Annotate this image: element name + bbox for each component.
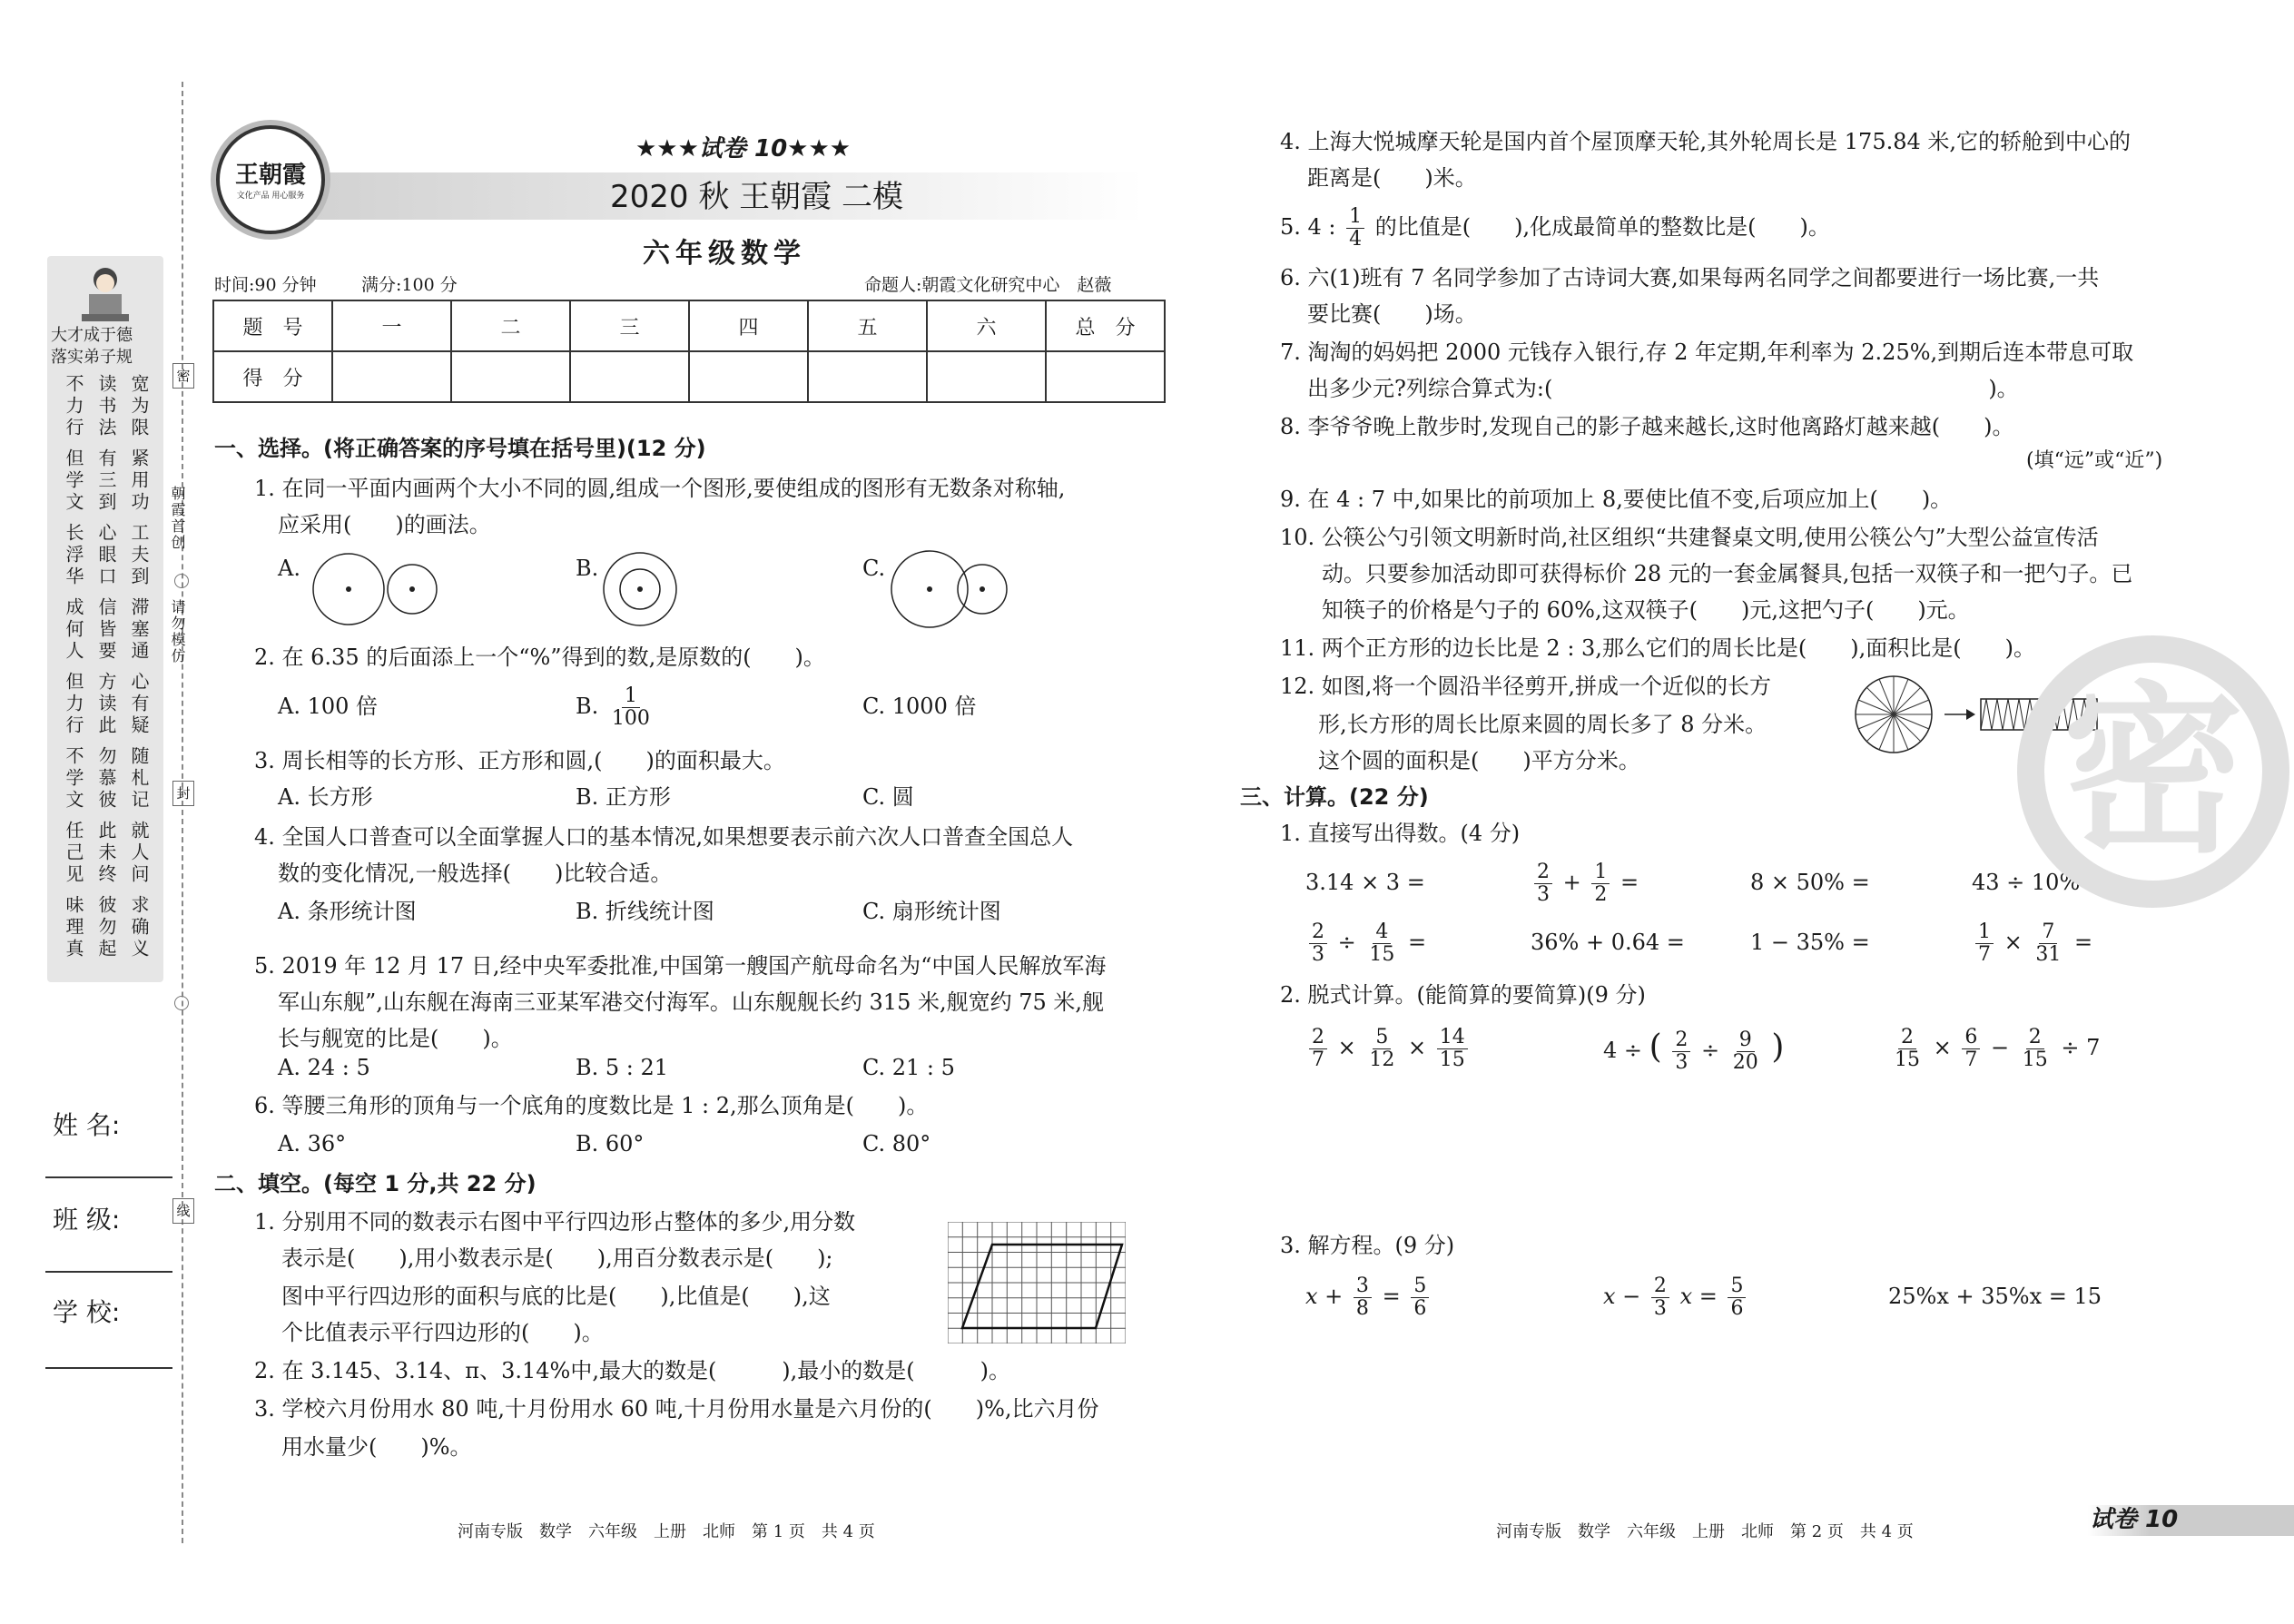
fraction [1437, 1027, 1468, 1071]
s2-q3a: 3. 学校六月份用水 80 吨,十月份用水 60 吨,十月份用水量是六月份的( )%,比六月份 [254, 1396, 1099, 1422]
operator: × [1933, 1035, 1952, 1060]
s1-q6: 6. 等腰三角形的顶角与一个底角的度数比是 1 : 2,那么顶角是( )。 [254, 1093, 929, 1118]
motto-col: 味理真 [63, 895, 84, 960]
seal-mark-2: 封 [172, 781, 194, 806]
s2-q7b: 出多少元?列综合算式为:( )。 [1307, 376, 2019, 401]
motto-col: 方读此 [95, 672, 117, 737]
score-cell[interactable] [570, 351, 689, 402]
numerator: 5 [1373, 1027, 1391, 1049]
motto-col: 滞塞通 [128, 597, 150, 663]
exam-title: 2020 秋 王朝霞 二模 [610, 179, 903, 215]
operator: ÷ [1337, 930, 1356, 955]
s2-q1b: 表示是( ),用小数表示是( ),用百分数表示是( ); [281, 1245, 833, 1271]
logo-subtext: 文化产品 用心服务 [236, 192, 305, 201]
s2-q1d: 个比值表示平行四边形的( )。 [281, 1320, 604, 1345]
calc-r1-c: 8 × 50% = [1750, 870, 1870, 895]
denominator: 7 [1312, 1048, 1324, 1071]
prefix: 4 ÷ [1603, 1038, 1643, 1063]
calc-e1 [1305, 1022, 1472, 1073]
s2-q3b: 用水量少( )%。 [281, 1434, 472, 1460]
motto-col: 随札记 [128, 746, 150, 812]
s2-q10c: 知筷子的价格是勺子的 60%,这双筷子( )元,这把勺子( )元。 [1322, 597, 1970, 623]
prefix: x + [1305, 1284, 1344, 1309]
s3-p1: 1. 直接写出得数。(4 分) [1280, 821, 1521, 846]
motto-col: 彼勿起 [95, 895, 117, 960]
s2-q12b: 形,长方形的周长比原来圆的周长多了 8 分米。 [1318, 712, 1767, 737]
s1-q5-opt-a[interactable]: A. 24 : 5 [278, 1055, 370, 1080]
fraction [1672, 1029, 1690, 1074]
s1-q6-opt-c[interactable]: C. 80° [862, 1131, 931, 1156]
score-header-row [213, 300, 1165, 351]
s2-q10a: 10. 公筷公勺引领文明新时尚,社区组织“共建餐桌文明,使用公筷公勺”大型公益宣传活 [1280, 525, 2099, 550]
fraction [1975, 921, 1994, 966]
calc-r2-a [1305, 917, 1426, 968]
motto-col: 读书法 [95, 374, 117, 439]
numerator: 2 [1672, 1029, 1690, 1052]
logo-text: 王朝霞 [234, 162, 306, 189]
denominator: 7 [1978, 943, 1991, 966]
s2-q12a: 12. 如图,将一个圆沿半径剪开,拼成一个近似的长方 [1280, 674, 1772, 699]
s1-q3-opt-a[interactable]: A. 长方形 [278, 784, 373, 810]
equals: = [1620, 870, 1639, 895]
solve-1 [1305, 1271, 1433, 1322]
motto-col: 此未终 [95, 821, 117, 886]
numerator: 5 [1411, 1275, 1429, 1298]
mascot-icon [78, 263, 133, 327]
motto-col: 紧用功 [128, 448, 150, 514]
motto-panel [47, 256, 163, 982]
s2-q9: 9. 在 4 : 7 中,如果比的前项加上 8,要使比值不变,后项应加上( )。 [1280, 487, 1953, 512]
fraction [1728, 1275, 1746, 1320]
fraction [609, 685, 653, 730]
seal-mark-3: 线 [172, 1198, 194, 1224]
score-header-cell: 题 号 [213, 300, 332, 351]
operator: × [2004, 930, 2023, 955]
numerator: 1 [1591, 861, 1610, 884]
numerator: 14 [1437, 1027, 1468, 1049]
fraction [1651, 1275, 1669, 1320]
denominator: 15 [1895, 1048, 1920, 1071]
denominator: 31 [2035, 943, 2062, 966]
paren: ( [1649, 1029, 1662, 1066]
calc-r2-c: 1 − 35% = [1750, 930, 1870, 955]
mid: x = [1679, 1284, 1718, 1309]
denominator: 100 [611, 707, 650, 730]
motto-line-2: 落实弟子规 [51, 348, 133, 367]
s1-q4-opt-a[interactable]: A. 条形统计图 [278, 899, 417, 924]
operator: × [1337, 1035, 1356, 1060]
s1-q2-opt-c[interactable]: C. 1000 倍 [862, 694, 977, 719]
logo [216, 125, 325, 234]
name-label: 姓 名: [53, 1110, 121, 1140]
score-row-label: 得 分 [213, 351, 332, 402]
s1-q6-opt-b[interactable]: B. 60° [576, 1131, 645, 1156]
s1-q4-opt-b[interactable]: B. 折线统计图 [576, 899, 714, 924]
s2-q6b: 要比赛( )场。 [1307, 301, 1477, 327]
motto-col: 就人问 [128, 821, 150, 886]
motto-col: 工夫到 [128, 523, 150, 588]
circles-figure-b [599, 548, 681, 630]
s1-q4b: 数的变化情况,一般选择( )比较合适。 [278, 861, 673, 886]
s1-q1b: 应采用( )的画法。 [278, 512, 491, 537]
seal-mark-1: 密 [172, 363, 194, 389]
grid-parallelogram-figure [948, 1222, 1126, 1343]
operator: × [1408, 1035, 1427, 1060]
footer-left: 河南专版 数学 六年级 上册 北师 第 1 页 共 4 页 [458, 1522, 875, 1541]
calc-r1-a: 3.14 × 3 = [1305, 870, 1425, 895]
s2-q7a: 7. 淘淘的妈妈把 2000 元钱存入银行,存 2 年定期,年利率为 2.25%,到期后连本带息可取 [1280, 340, 2134, 365]
binding-hole-2 [174, 996, 189, 1010]
fraction [2020, 1027, 2051, 1071]
s2-q1c: 图中平行四边形的面积与底的比是( ),比值是( ),这 [281, 1284, 831, 1309]
score-cell[interactable] [332, 351, 451, 402]
motto-columns [56, 374, 158, 973]
class-label: 班 级: [53, 1205, 121, 1235]
footer-tag: 试卷 10 [2090, 1506, 2179, 1533]
numerator: 9 [1737, 1029, 1755, 1052]
numerator: 4 [1373, 921, 1391, 944]
s2-q1a: 1. 分别用不同的数表示右图中平行四边形占整体的多少,用分数 [254, 1209, 856, 1235]
operator: ÷ [1700, 1038, 1720, 1063]
motto-col: 勿慕彼 [95, 746, 117, 812]
watermark-char: 密 [2062, 664, 2244, 878]
motto-col: 任己见 [63, 821, 84, 886]
numerator: 2 [2026, 1027, 2044, 1049]
numerator: 1 [622, 685, 640, 708]
s1-q3-opt-b[interactable]: B. 正方形 [576, 784, 671, 810]
fraction [1309, 921, 1327, 966]
s1-q1: 1. 在同一平面内画两个大小不同的圆,组成一个图形,要使组成的图形有无数条对称轴, [254, 476, 1066, 501]
section2-title: 二、填空。(每空 1 分,共 22 分) [214, 1171, 537, 1196]
motto-col: 长浮华 [63, 523, 84, 588]
score-cell[interactable] [689, 351, 808, 402]
equals: = [2074, 930, 2093, 955]
section1-title: 一、选择。(将正确答案的序号填在括号里)(12 分) [214, 436, 706, 461]
numerator: 2 [1309, 1027, 1327, 1049]
numerator: 6 [1962, 1027, 1980, 1049]
s1-q4a: 4. 全国人口普查可以全面掌握人口的基本情况,如果想要表示前六次人口普查全国总人 [254, 824, 1074, 850]
score-cell[interactable] [808, 351, 927, 402]
margin-label-2: 请勿模仿 [169, 599, 186, 664]
s1-q5b: 军山东舰”,山东舰在海南三亚某军港交付海军。山东舰舰长约 315 米,舰宽约 75 米,舰 [278, 989, 1105, 1015]
s1-q4-opt-c[interactable]: C. 扇形统计图 [862, 899, 1001, 924]
score-table [212, 300, 1166, 403]
s2-q8: 8. 李爷爷晚上散步时,发现自己的影子越来越长,这时他离路灯越来越( )。 [1280, 414, 2014, 439]
solve-3: 25%x + 35%x = 15 [1888, 1284, 2102, 1309]
score-row [213, 351, 1165, 402]
equals: = [1382, 1284, 1401, 1309]
motto-col: 不力行 [63, 374, 84, 439]
fraction [1411, 1275, 1429, 1320]
s2-q4a: 4. 上海大悦城摩天轮是国内首个屋顶摩天轮,其外轮周长是 175.84 米,它的轿舱到中心的 [1280, 129, 2132, 154]
calc-e3 [1888, 1022, 2100, 1073]
numerator: 1 [1346, 206, 1364, 229]
motto-col: 心眼口 [95, 523, 117, 588]
school-label: 学 校: [53, 1297, 121, 1327]
motto-col: 宽为限 [128, 374, 150, 439]
s1-q2-opt-b-label: B. [576, 694, 599, 719]
exam-full-score: 满分:100 分 [361, 275, 458, 295]
fraction [1534, 861, 1552, 906]
score-header-cell: 二 [451, 300, 570, 351]
calc-r1-d: 43 ÷ 10% = [1972, 870, 2105, 895]
fraction [1366, 1027, 1397, 1071]
score-cell[interactable] [927, 351, 1046, 402]
numerator: 3 [1354, 1275, 1372, 1298]
exam-badge: ★★★试卷 10★★★ [635, 135, 852, 162]
s2-q5 [1280, 202, 1830, 252]
motto-col: 但力行 [63, 672, 84, 737]
calc-r2-d [1972, 917, 2092, 968]
s2-q4b: 距离是( )米。 [1307, 165, 1477, 191]
fraction [1962, 1027, 1980, 1071]
motto-col: 求确义 [128, 895, 150, 960]
numerator: 7 [2039, 921, 2057, 944]
score-header-cell: 一 [332, 300, 451, 351]
circles-figure-c [888, 548, 1015, 630]
fraction [1730, 1029, 1761, 1074]
motto-col: 心有疑 [128, 672, 150, 737]
exam-author: 命题人:朝霞文化研究中心 赵薇 [864, 275, 1112, 295]
numerator: 2 [1309, 921, 1327, 944]
watermark-seal [2017, 635, 2289, 908]
motto-col: 但学文 [63, 448, 84, 514]
s1-q5c: 长与舰宽的比是( )。 [278, 1026, 513, 1051]
s1-q5-opt-c[interactable]: C. 21 : 5 [862, 1055, 955, 1080]
exam-subject: 六年级数学 [643, 238, 806, 270]
s1-q2: 2. 在 6.35 的后面添上一个“%”得到的数,是原数的( )。 [254, 645, 825, 670]
score-header-cell: 总 分 [1046, 300, 1165, 351]
denominator: 6 [1730, 1297, 1744, 1320]
equals: = [1408, 930, 1427, 955]
s1-q5a: 5. 2019 年 12 月 17 日,经中央军委批准,中国第一艘国产航母命名为“中国人民解放军海 [254, 953, 1107, 979]
s2-q2: 2. 在 3.145、3.14、π、3.14%中,最大的数是( ),最小的数是( )。 [254, 1358, 1011, 1383]
denominator: 3 [1537, 883, 1550, 906]
motto-line-1: 大才成于德 [51, 326, 133, 345]
s1-q2-opt-b[interactable] [576, 681, 656, 732]
denominator: 4 [1349, 228, 1363, 251]
denominator: 3 [1653, 1297, 1667, 1320]
denominator: 7 [1964, 1048, 1978, 1071]
denominator: 8 [1355, 1297, 1369, 1320]
fraction [2033, 921, 2063, 966]
motto-col: 成何人 [63, 597, 84, 663]
motto-col: 有三到 [95, 448, 117, 514]
s2-q8-hint: (填“远”或“近”) [2026, 449, 2163, 472]
calc-r1-b [1531, 857, 1639, 908]
denominator: 3 [1675, 1051, 1689, 1074]
s1-q5-opt-b[interactable]: B. 5 : 21 [576, 1055, 669, 1080]
prefix: x − [1603, 1284, 1641, 1309]
numerator: 2 [1651, 1275, 1669, 1298]
numerator: 2 [1534, 861, 1552, 884]
score-cell[interactable] [1046, 351, 1165, 402]
score-header-cell: 四 [689, 300, 808, 351]
s2-q10b: 动。只要参加活动即可获得标价 28 元的一套金属餐具,包括一双筷子和一把勺子。已 [1322, 561, 2133, 586]
denominator: 3 [1312, 943, 1324, 966]
margin-label-1: 朝霞首创 [169, 486, 186, 551]
score-header-cell: 三 [570, 300, 689, 351]
fraction [1354, 1275, 1372, 1320]
denominator: 15 [2022, 1048, 2048, 1071]
s1-q1-opt-c[interactable]: C. [862, 556, 886, 581]
s2-q5-post: 的比值是( ),化成最简单的整数比是( )。 [1374, 214, 1830, 240]
denominator: 15 [1369, 943, 1395, 966]
paren: ) [1771, 1029, 1785, 1066]
denominator: 2 [1594, 883, 1608, 906]
score-header-cell: 五 [808, 300, 927, 351]
motto-col: 不学文 [63, 746, 84, 812]
tail: ÷ 7 [2061, 1035, 2101, 1060]
s3-p2: 2. 脱式计算。(能简算的要简算)(9 分) [1280, 982, 1646, 1008]
denominator: 20 [1732, 1051, 1758, 1074]
score-header-cell: 六 [927, 300, 1046, 351]
s1-q1-opt-b[interactable]: B. [576, 556, 599, 581]
s2-q12c: 这个圆的面积是( )平方分米。 [1318, 748, 1640, 773]
s2-q5-pre: 5. 4 : [1280, 214, 1336, 240]
s1-q2-opt-a[interactable]: A. 100 倍 [278, 694, 379, 719]
s1-q3: 3. 周长相等的长方形、正方形和圆,( )的面积最大。 [254, 748, 785, 773]
fraction [1591, 861, 1610, 906]
fraction [1892, 1027, 1923, 1071]
denominator: 15 [1439, 1048, 1465, 1071]
s2-q6a: 6. 六(1)班有 7 名同学参加了古诗词大赛,如果每两名同学之间都要进行一场比赛,一共 [1280, 265, 2100, 290]
section3-title: 三、计算。(22 分) [1240, 784, 1429, 810]
exam-time: 时间:90 分钟 [214, 275, 317, 295]
class-field[interactable] [45, 1271, 172, 1273]
s2-q11: 11. 两个正方形的边长比是 2 : 3,那么它们的周长比是( ),面积比是( )。 [1280, 635, 2036, 661]
numerator: 2 [1898, 1027, 1916, 1049]
numerator: 1 [1975, 921, 1994, 944]
denominator: 12 [1369, 1048, 1395, 1071]
operator: + [1562, 870, 1581, 895]
s3-p3: 3. 解方程。(9 分) [1280, 1233, 1455, 1258]
footer-right: 河南专版 数学 六年级 上册 北师 第 2 页 共 4 页 [1496, 1522, 1914, 1541]
circles-figure-a [305, 552, 441, 626]
school-field[interactable] [45, 1367, 172, 1369]
s1-q3-opt-c[interactable]: C. 圆 [862, 784, 914, 810]
score-cell[interactable] [451, 351, 570, 402]
s1-q6-opt-a[interactable]: A. 36° [278, 1131, 347, 1156]
fraction [1346, 206, 1364, 251]
operator: − [1991, 1035, 2010, 1060]
calc-e2 [1603, 1022, 1784, 1076]
fraction [1309, 1027, 1327, 1071]
solve-2 [1603, 1271, 1749, 1322]
name-field[interactable] [45, 1176, 172, 1178]
s1-q1-opt-a[interactable]: A. [278, 556, 300, 581]
cut-line [182, 82, 183, 1543]
fraction [1366, 921, 1397, 966]
denominator: 6 [1413, 1297, 1427, 1320]
calc-r2-b: 36% + 0.64 = [1531, 930, 1685, 955]
motto-col: 信皆要 [95, 597, 117, 663]
binding-hole-1 [174, 574, 189, 588]
numerator: 5 [1728, 1275, 1746, 1298]
